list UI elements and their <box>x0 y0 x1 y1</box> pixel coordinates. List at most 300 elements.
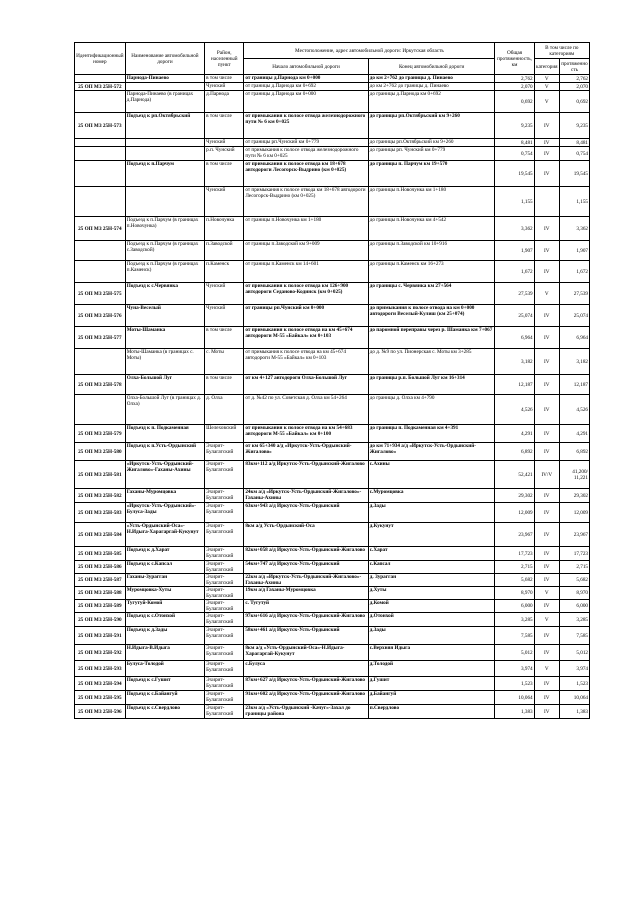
row-end: до границы п.Новочунка км 1+180 <box>368 187 495 217</box>
row-start: от границы рп.Чунский км 0+000 <box>244 305 368 327</box>
row-end: д.Байангуй <box>368 691 495 705</box>
row-length: 4,291 <box>495 425 534 443</box>
row-district: Эхирит-Булагатский <box>205 613 244 627</box>
row-name: «Иркутск-Усть-Ордынский-Жигалово»-Гаханы-Ахины <box>125 461 204 489</box>
row-category-length: 1,672 <box>559 261 589 283</box>
row-end: д.Кукунут <box>368 523 495 547</box>
row-category: IV <box>534 425 559 443</box>
row-category-length: 25,074 <box>559 305 589 327</box>
table-row <box>75 691 590 705</box>
header-end: Конец автомобильной дороги <box>368 59 495 75</box>
row-name: Подъезд к с.Байангуй <box>125 691 204 705</box>
row-length: 23,967 <box>495 523 534 547</box>
table-row <box>75 75 590 83</box>
row-id <box>75 75 126 83</box>
row-district: Чунский <box>205 139 244 147</box>
row-id: 25 ОП МЗ 25Н-579 <box>75 425 126 443</box>
row-end: до границы п.Заводской км 10+916 <box>368 241 495 261</box>
row-name <box>125 147 204 161</box>
row-start: от примыкания к полосе отвода железнодорожного пути № 6 км 0+025 <box>244 113 368 139</box>
row-start: 97км+616 а/д Иркутск-Усть-Ордынский-Жигалово <box>244 613 368 627</box>
row-district: в том числе <box>205 161 244 187</box>
row-start: 63км+943 а/д Иркутск-Усть-Ордынский <box>244 503 368 523</box>
row-category-length: 9,235 <box>559 113 589 139</box>
row-id: 25 ОП МЗ 25Н-594 <box>75 677 126 691</box>
row-name: Моты-Шаманка <box>125 327 204 349</box>
row-id: 25 ОП МЗ 25Н-590 <box>75 613 126 627</box>
row-id <box>75 395 126 425</box>
row-category: IV <box>534 261 559 283</box>
row-name: Тугутуй-Комой <box>125 600 204 613</box>
row-start: 23км а/д «Усть-Ордынский -Качуг»-Захал до границы района <box>244 705 368 719</box>
table-row <box>75 425 590 443</box>
row-district: д.Парнода <box>205 91 244 113</box>
table-row <box>75 677 590 691</box>
row-length: 2,762 <box>495 75 534 83</box>
table-row <box>75 139 590 147</box>
row-category: IV <box>534 523 559 547</box>
row-end: до границы п. Подкаменная км 4+391 <box>368 425 495 443</box>
header-category-length: протяженность <box>561 60 588 73</box>
row-id <box>75 147 126 161</box>
row-start: от границы п.Каменск км 14+601 <box>244 261 368 283</box>
row-category-length: 0,692 <box>559 91 589 113</box>
row-name: Булуса-Толодой <box>125 661 204 677</box>
table-row <box>75 305 590 327</box>
row-start: 83км+112 а/д Иркутск-Усть-Ордынский-Жигалово <box>244 461 368 489</box>
row-category-length: 7,585 <box>559 627 589 645</box>
row-length: 19,545 <box>495 161 534 187</box>
row-category-length: 12,009 <box>559 503 589 523</box>
row-district: Эхирит-Булагатский <box>205 705 244 719</box>
row-length: 3,182 <box>495 349 534 375</box>
row-length: 2,070 <box>495 83 534 91</box>
row-district: Эхирит-Булагатский <box>205 587 244 600</box>
row-name: Подъезд к с.Гушит <box>125 677 204 691</box>
row-name: Гаханы-Зурагган <box>125 574 204 587</box>
row-category: IV/V <box>534 461 559 489</box>
row-end: с.Капсал <box>368 561 495 574</box>
row-district: Эхирит-Булагатский <box>205 547 244 561</box>
row-district: Эхирит-Булагатский <box>205 443 244 461</box>
row-category-length: 3,182 <box>559 349 589 375</box>
row-category-length: 27,539 <box>559 283 589 305</box>
row-id: 25 ОП МЗ 25Н-578 <box>75 375 126 395</box>
table-row <box>75 187 590 217</box>
row-length: 3,285 <box>495 613 534 627</box>
row-category-length: 41,200/ 11,221 <box>559 461 589 489</box>
row-length: 5,682 <box>495 574 534 587</box>
row-end: до км 2+762 до границы д. Пинаево <box>368 83 495 91</box>
table-row <box>75 661 590 677</box>
row-length: 17,723 <box>495 547 534 561</box>
row-length: 25,074 <box>495 305 534 327</box>
row-category-length: 3,285 <box>559 613 589 627</box>
row-name: Олха-Большой Луг (в границах д. Олха) <box>125 395 204 425</box>
row-start: 58км+461 а/д Иркутск-Усть-Ордынский <box>244 627 368 645</box>
row-category-length: 2,070 <box>559 83 589 91</box>
row-start: от границы рп.Чунский км 0+779 <box>244 139 368 147</box>
row-name: Подъезд к п.Усть-Ордынский <box>125 443 204 461</box>
row-start: от границы п.Новочунка км 1+180 <box>244 217 368 241</box>
row-id: 25 ОП МЗ 25Н-574 <box>75 217 126 241</box>
table-row <box>75 443 590 461</box>
row-name: Подъезд к рп.Октябрьский <box>125 113 204 139</box>
row-id: 25 ОП МЗ 25Н-591 <box>75 627 126 645</box>
row-start: 87км+627 а/д Иркутск-Усть-Ордынский-Жигалово <box>244 677 368 691</box>
row-district: в том числе <box>205 375 244 395</box>
row-end: д.Комой <box>368 600 495 613</box>
row-id: 25 ОП МЗ 25Н-582 <box>75 489 126 503</box>
row-category-length: 1,383 <box>559 705 589 719</box>
table-row <box>75 349 590 375</box>
row-id <box>75 261 126 283</box>
row-category: IV <box>534 561 559 574</box>
roads-table <box>74 42 590 719</box>
table-row <box>75 627 590 645</box>
row-length: 8,481 <box>495 139 534 147</box>
row-category: IV <box>534 161 559 187</box>
row-name: Олха-Большой Луг <box>125 375 204 395</box>
table-header <box>75 43 590 75</box>
row-end: до границы д. Олха км 4+790 <box>368 395 495 425</box>
row-length: 9,235 <box>495 113 534 139</box>
row-id: 25 ОП МЗ 25Н-573 <box>75 113 126 139</box>
row-id: 25 ОП МЗ 25Н-583 <box>75 503 126 523</box>
row-name: Подъезд к п.Парчум <box>125 161 204 187</box>
row-start: 24км а/д «Иркутск-Усть-Ордынский-Жигалово»-Гаханы-Ахины <box>244 489 368 503</box>
row-id <box>75 161 126 187</box>
row-end: д.Отонхой <box>368 613 495 627</box>
row-id: 25 ОП МЗ 25Н-593 <box>75 661 126 677</box>
row-start: 82км+058 а/д Иркутск-Усть-Ордынский-Жигалово <box>244 547 368 561</box>
row-name <box>125 187 204 217</box>
header-categories: В том числе по категориям <box>534 43 589 59</box>
row-district: п.Каменск <box>205 261 244 283</box>
table-row <box>75 489 590 503</box>
row-category-length: 1,907 <box>559 241 589 261</box>
row-start: от примыкания к полосе отвода км 18+678 автодороги Лесогорск-Выдрино (км 0+025) <box>244 187 368 217</box>
row-length: 6,892 <box>495 443 534 461</box>
row-start: 91км+602 а/д Иркутск-Усть-Ордынский-Жигалово <box>244 691 368 705</box>
row-name: Подъезд к д.Харат <box>125 547 204 561</box>
row-end: до границы п.Каменск км 16+273 <box>368 261 495 283</box>
row-id: 25 ОП МЗ 25Н-584 <box>75 523 126 547</box>
row-length: 4,526 <box>495 395 534 425</box>
row-category: IV <box>534 349 559 375</box>
row-end: с.Верхняя Идыга <box>368 645 495 661</box>
row-category-length: 17,723 <box>559 547 589 561</box>
row-id: 25 ОП МЗ 25Н-580 <box>75 443 126 461</box>
row-start: 19км а/д Гаханы-Муромцовка <box>244 587 368 600</box>
header-id: Идентификационный номер <box>75 43 126 75</box>
row-end: до границы д.Парнода км 0+692 <box>368 91 495 113</box>
row-id: 25 ОП МЗ 25Н-572 <box>75 83 126 91</box>
row-length: 10,064 <box>495 691 534 705</box>
row-end: до км 2+762 до границы д. Пинаево <box>368 75 495 83</box>
row-end: д.Гушит <box>368 677 495 691</box>
row-category: IV <box>534 503 559 523</box>
row-end: до границы рп. Чунский км 0+779 <box>368 147 495 161</box>
header-location: Местоположение, адрес автомобильной дороги: Иркутская область <box>244 43 495 59</box>
row-district: Эхирит-Булагатский <box>205 600 244 613</box>
row-start: 22км а/д «Иркутск-Усть-Ордынский-Жигалово»-Гаханы-Ахины <box>244 574 368 587</box>
row-end: д.Зады <box>368 627 495 645</box>
row-length: 3,974 <box>495 661 534 677</box>
row-id: 25 ОП МЗ 25Н-585 <box>75 547 126 561</box>
row-district: в том числе <box>205 75 244 83</box>
row-district: Эхирит-Булагатский <box>205 461 244 489</box>
row-length: 5,012 <box>495 645 534 661</box>
row-district: Эхирит-Булагатский <box>205 561 244 574</box>
row-id: 25 ОП МЗ 25Н-581 <box>75 461 126 489</box>
row-end: до границы с. Червянка км 27+564 <box>368 283 495 305</box>
row-length: 1,672 <box>495 261 534 283</box>
row-category-length: 6,892 <box>559 443 589 461</box>
row-name: Чуна-Веселый <box>125 305 204 327</box>
row-id: 25 ОП МЗ 25Н-592 <box>75 645 126 661</box>
row-length: 6,000 <box>495 600 534 613</box>
row-category-length: 2,715 <box>559 561 589 574</box>
row-category: V <box>534 661 559 677</box>
row-name: Парнода-Пинаево <box>125 75 204 83</box>
row-end: д.Толодой <box>368 661 495 677</box>
row-id <box>75 91 126 113</box>
row-start: от примыкания к полосе отвода на км 54+683 автодороги М-55 «Байкал» км 0+100 <box>244 425 368 443</box>
row-end: до границы п. Парчум км 19+570 <box>368 161 495 187</box>
row-id: 25 ОП МЗ 25Н-595 <box>75 691 126 705</box>
row-name: Подъезд к с.Червянка <box>125 283 204 305</box>
row-category-length: 12,187 <box>559 375 589 395</box>
row-category-length: 8,970 <box>559 587 589 600</box>
row-id: 25 ОП МЗ 25Н-589 <box>75 600 126 613</box>
row-name: Подъезд к с.Свердлово <box>125 705 204 719</box>
row-category: IV <box>534 627 559 645</box>
row-start: от границы д.Парнода км 0+000 <box>244 75 368 83</box>
row-length: 7,585 <box>495 627 534 645</box>
row-start: от примыкания к полосе отвода железнодорожного пути № 6 км 0+025 <box>244 147 368 161</box>
row-start: от км 4+127 автодороги Олха-Большой Луг <box>244 375 368 395</box>
table-row <box>75 600 590 613</box>
row-length: 1,907 <box>495 241 534 261</box>
table-body <box>75 75 590 719</box>
row-category: IV <box>534 645 559 661</box>
row-district: Эхирит-Булагатский <box>205 503 244 523</box>
row-category: IV <box>534 600 559 613</box>
row-start: от границы д.Парнода км 0+692 <box>244 83 368 91</box>
row-district: Эхирит-Булагатский <box>205 574 244 587</box>
table-row <box>75 574 590 587</box>
header-category: категория <box>534 59 559 75</box>
table-row <box>75 587 590 600</box>
header-start: Начало автомобильной дороги <box>244 59 368 75</box>
header-length: Общая протяженность, км <box>495 43 534 75</box>
row-category: V <box>534 91 559 113</box>
row-length: 1,155 <box>495 187 534 217</box>
row-name <box>125 83 204 91</box>
table-row <box>75 261 590 283</box>
row-length: 1,383 <box>495 705 534 719</box>
table-row <box>75 503 590 523</box>
row-district: в том числе <box>205 327 244 349</box>
row-length: 1,523 <box>495 677 534 691</box>
row-district: Чунский <box>205 83 244 91</box>
row-name: Муромцовка-Хуты <box>125 587 204 600</box>
table-row <box>75 395 590 425</box>
row-category-length: 3,974 <box>559 661 589 677</box>
row-name: Подъезд к с.Капсал <box>125 561 204 574</box>
row-district: Эхирит-Булагатский <box>205 523 244 547</box>
row-end: до границы р.п. Большой Луг км 16+314 <box>368 375 495 395</box>
table-row <box>75 523 590 547</box>
row-category: IV <box>534 574 559 587</box>
row-start: 54км+747 а/д Иркутск-Усть-Ордынский <box>244 561 368 574</box>
row-district: Эхирит-Булагатский <box>205 677 244 691</box>
row-start: с.Булуса <box>244 661 368 677</box>
row-start: от км 65+340 а/д «Иркутск-Усть-Ордынский-Жигалово» <box>244 443 368 461</box>
row-id: 25 ОП МЗ 25Н-596 <box>75 705 126 719</box>
roads-register-page <box>74 42 590 719</box>
row-district: Эхирит-Булагатский <box>205 645 244 661</box>
row-category-length: 3,362 <box>559 217 589 241</box>
row-start: с. Тугутуй <box>244 600 368 613</box>
row-district: Эхирит-Булагатский <box>205 627 244 645</box>
row-category: V <box>534 83 559 91</box>
row-start: 8км а/д «Усть-Ордынский-Оса»-Н.Идыга-Харагаргай-Кукунут <box>244 645 368 661</box>
row-category: IV <box>534 375 559 395</box>
row-district: р.п. Чунский <box>205 147 244 161</box>
row-start: от д. №42 по ул. Советская д. Олха км 54+264 <box>244 395 368 425</box>
row-district: Эхирит-Булагатский <box>205 489 244 503</box>
row-end: до паромной переправы через р. Шаманка км 7+067 <box>368 327 495 349</box>
row-name: Подъезд к п.Парчум (в границах п.Новочунка) <box>125 217 204 241</box>
row-end: с.Харат <box>368 547 495 561</box>
row-category: IV <box>534 139 559 147</box>
row-category-length: 4,526 <box>559 395 589 425</box>
row-category: IV <box>534 113 559 139</box>
row-category: IV <box>534 443 559 461</box>
row-name: «Усть-Ордынский-Оса»-Н.Идыга-Харагаргай-Кукунут <box>125 523 204 547</box>
table-row <box>75 283 590 305</box>
row-district: в том числе <box>205 113 244 139</box>
row-district: Эхирит-Булагатский <box>205 661 244 677</box>
row-category: IV <box>534 327 559 349</box>
table-row <box>75 613 590 627</box>
row-id: 25 ОП МЗ 25Н-588 <box>75 587 126 600</box>
row-name: Парнода-Пинаево (в границах д.Парнода) <box>125 91 204 113</box>
row-end: с.Муромцовка <box>368 489 495 503</box>
row-length: 12,187 <box>495 375 534 395</box>
table-row <box>75 461 590 489</box>
row-length: 2,715 <box>495 561 534 574</box>
row-start: от примыкания к полосе отвода км 126+900 автодороги Седаново-Кодинск (км 0+025) <box>244 283 368 305</box>
header-name: Наименование автомобильной дороги <box>125 43 204 75</box>
row-category-length: 4,291 <box>559 425 589 443</box>
row-district: п.Заводской <box>205 241 244 261</box>
row-end: до границы рп.Октябрьский км 9+260 <box>368 139 495 147</box>
table-row <box>75 547 590 561</box>
table-row <box>75 375 590 395</box>
row-category-length: 6,964 <box>559 327 589 349</box>
row-id: 25 ОП МЗ 25Н-576 <box>75 305 126 327</box>
row-category-length: 6,000 <box>559 600 589 613</box>
row-end: д.Хуты <box>368 587 495 600</box>
row-end: до примыкания к полосе отвода на км 0+000 автодороги Веселый-Кулиш (км 25+074) <box>368 305 495 327</box>
row-category-length: 8,481 <box>559 139 589 147</box>
row-category: V <box>534 587 559 600</box>
row-category-length: 29,302 <box>559 489 589 503</box>
row-category: IV <box>534 547 559 561</box>
row-category-length: 19,545 <box>559 161 589 187</box>
row-category: IV <box>534 677 559 691</box>
row-id <box>75 187 126 217</box>
row-name: Подъезд к с.Отонхой <box>125 613 204 627</box>
table-row <box>75 327 590 349</box>
table-row <box>75 645 590 661</box>
row-end: д. Зурагган <box>368 574 495 587</box>
row-end: до д. №9 по ул. Пионерская с. Моты км 3+285 <box>368 349 495 375</box>
row-category: V <box>534 75 559 83</box>
row-length: 29,302 <box>495 489 534 503</box>
row-category: IV <box>534 147 559 161</box>
row-id <box>75 241 126 261</box>
row-category: IV <box>534 241 559 261</box>
row-end: п.Свердлово <box>368 705 495 719</box>
row-length: 0,692 <box>495 91 534 113</box>
row-length: 12,009 <box>495 503 534 523</box>
table-row <box>75 161 590 187</box>
row-id <box>75 139 126 147</box>
row-id <box>75 349 126 375</box>
row-end: до границы рп.Октябрьский км 9+260 <box>368 113 495 139</box>
table-row <box>75 217 590 241</box>
row-length: 3,362 <box>495 217 534 241</box>
row-category-length: 1,155 <box>559 187 589 217</box>
row-category-length: 0,754 <box>559 147 589 161</box>
row-name: Подъезд к д.Зады <box>125 627 204 645</box>
row-start: от примыкания к полосе отвода на км 45+674 автодороги М-55 «Байкал» км 0+103 <box>244 327 368 349</box>
row-district: п.Новочунка <box>205 217 244 241</box>
row-district: Чунский <box>205 283 244 305</box>
row-name: Моты-Шаманка (в границах с. Моты) <box>125 349 204 375</box>
row-category-length: 5,012 <box>559 645 589 661</box>
row-name: Подъезд к п.Парчум (в границах п.Каменск) <box>125 261 204 283</box>
row-length: 0,754 <box>495 147 534 161</box>
row-name: Н.Идыга-В.Идыга <box>125 645 204 661</box>
row-category: IV <box>534 705 559 719</box>
row-category-length: 2,762 <box>559 75 589 83</box>
row-district: с. Моты <box>205 349 244 375</box>
row-name: Гаханы-Муромцовка <box>125 489 204 503</box>
row-district: Шелеховский <box>205 425 244 443</box>
table-row <box>75 147 590 161</box>
row-name: Подъезд к п. Подкаменная <box>125 425 204 443</box>
row-category: V <box>534 283 559 305</box>
row-district: Чунский <box>205 305 244 327</box>
row-end: д.Зады <box>368 503 495 523</box>
row-start: 8км а/д Усть-Ордынский-Оса <box>244 523 368 547</box>
row-length: 8,970 <box>495 587 534 600</box>
row-category-length: 5,682 <box>559 574 589 587</box>
row-id: 25 ОП МЗ 25Н-577 <box>75 327 126 349</box>
row-length: 52,421 <box>495 461 534 489</box>
row-category: IV <box>534 691 559 705</box>
row-name <box>125 139 204 147</box>
row-category: IV <box>534 489 559 503</box>
row-category: V <box>534 613 559 627</box>
header-district: Район, населенный пункт <box>205 43 244 75</box>
row-name: «Иркутск-Усть-Ордынский»-Булуса-Зады <box>125 503 204 523</box>
